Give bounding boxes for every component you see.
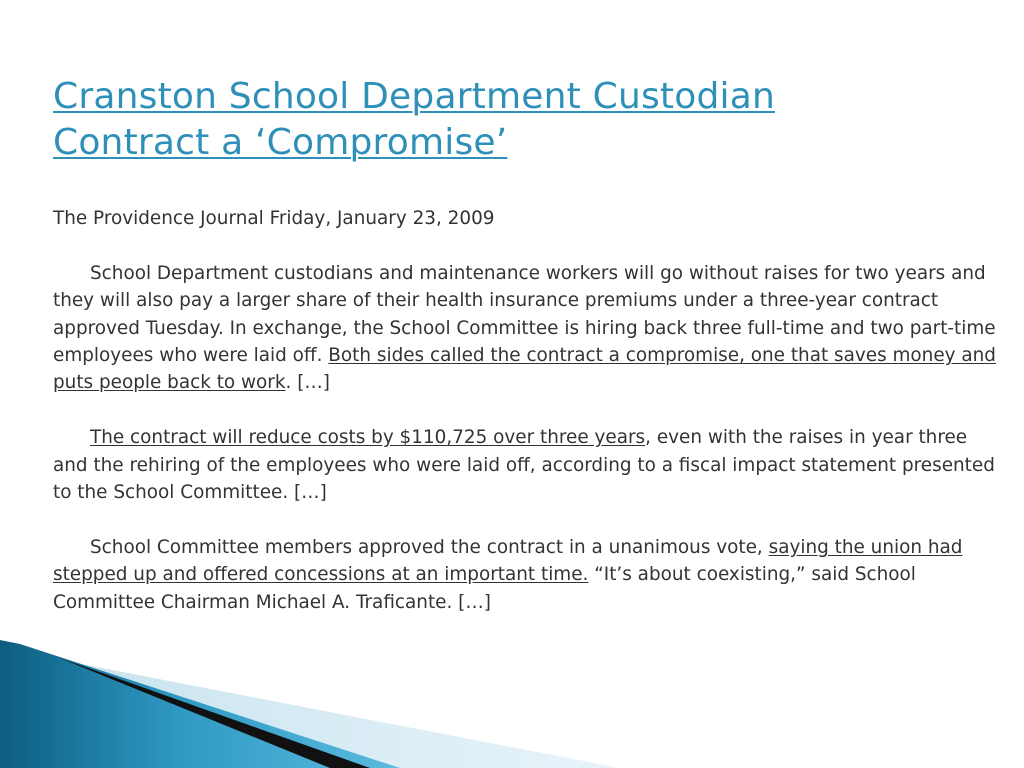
source-line: The Providence Journal Friday, January 23, 2009 [53,208,495,229]
title-line-2: Contract a ‘Compromise’ [53,122,508,163]
paragraph-3-underlined: saying the union had stepped up and offered concessions at an important time. [53,536,963,586]
paragraph-1-underlined: Both sides called the contract a compromise, one that saves money and puts people back to work [53,345,996,394]
paragraph-2-underlined: The contract will reduce costs by $110,725 over three years [90,427,646,449]
paragraph-2-text: , even with the raises in year three and the rehiring of the employees who were laid off, according to a fiscal impact statement presented to the School Committee. […] [53,427,995,504]
title-line-1: Cranston School Department Custodian [53,76,775,117]
blue-band [0,640,400,768]
corner-decoration [0,640,1024,768]
paragraph-1-text: School Department custodians and maintenance workers will go without raises for two years and they will also pay a larger share of their health insurance premiums under a three-year contract approved Tuesday. In exchange, the School Committee is hiring back three full-time and two part-time employees who were laid off. [53,262,996,367]
paragraph-1-tail: . […] [285,372,330,394]
slide-body [53,205,998,616]
slide-title [53,74,993,166]
paragraph-3-tail: “It’s about coexisting,” said School Committee Chairman Michael A. Traficante. […] [53,564,916,613]
paragraph-1 [53,260,998,397]
paragraph-2 [53,424,998,506]
paragraph-3-text: School Committee members approved the contract in a unanimous vote, [90,536,769,558]
title-link[interactable] [53,76,775,163]
paragraph-3 [53,534,998,616]
